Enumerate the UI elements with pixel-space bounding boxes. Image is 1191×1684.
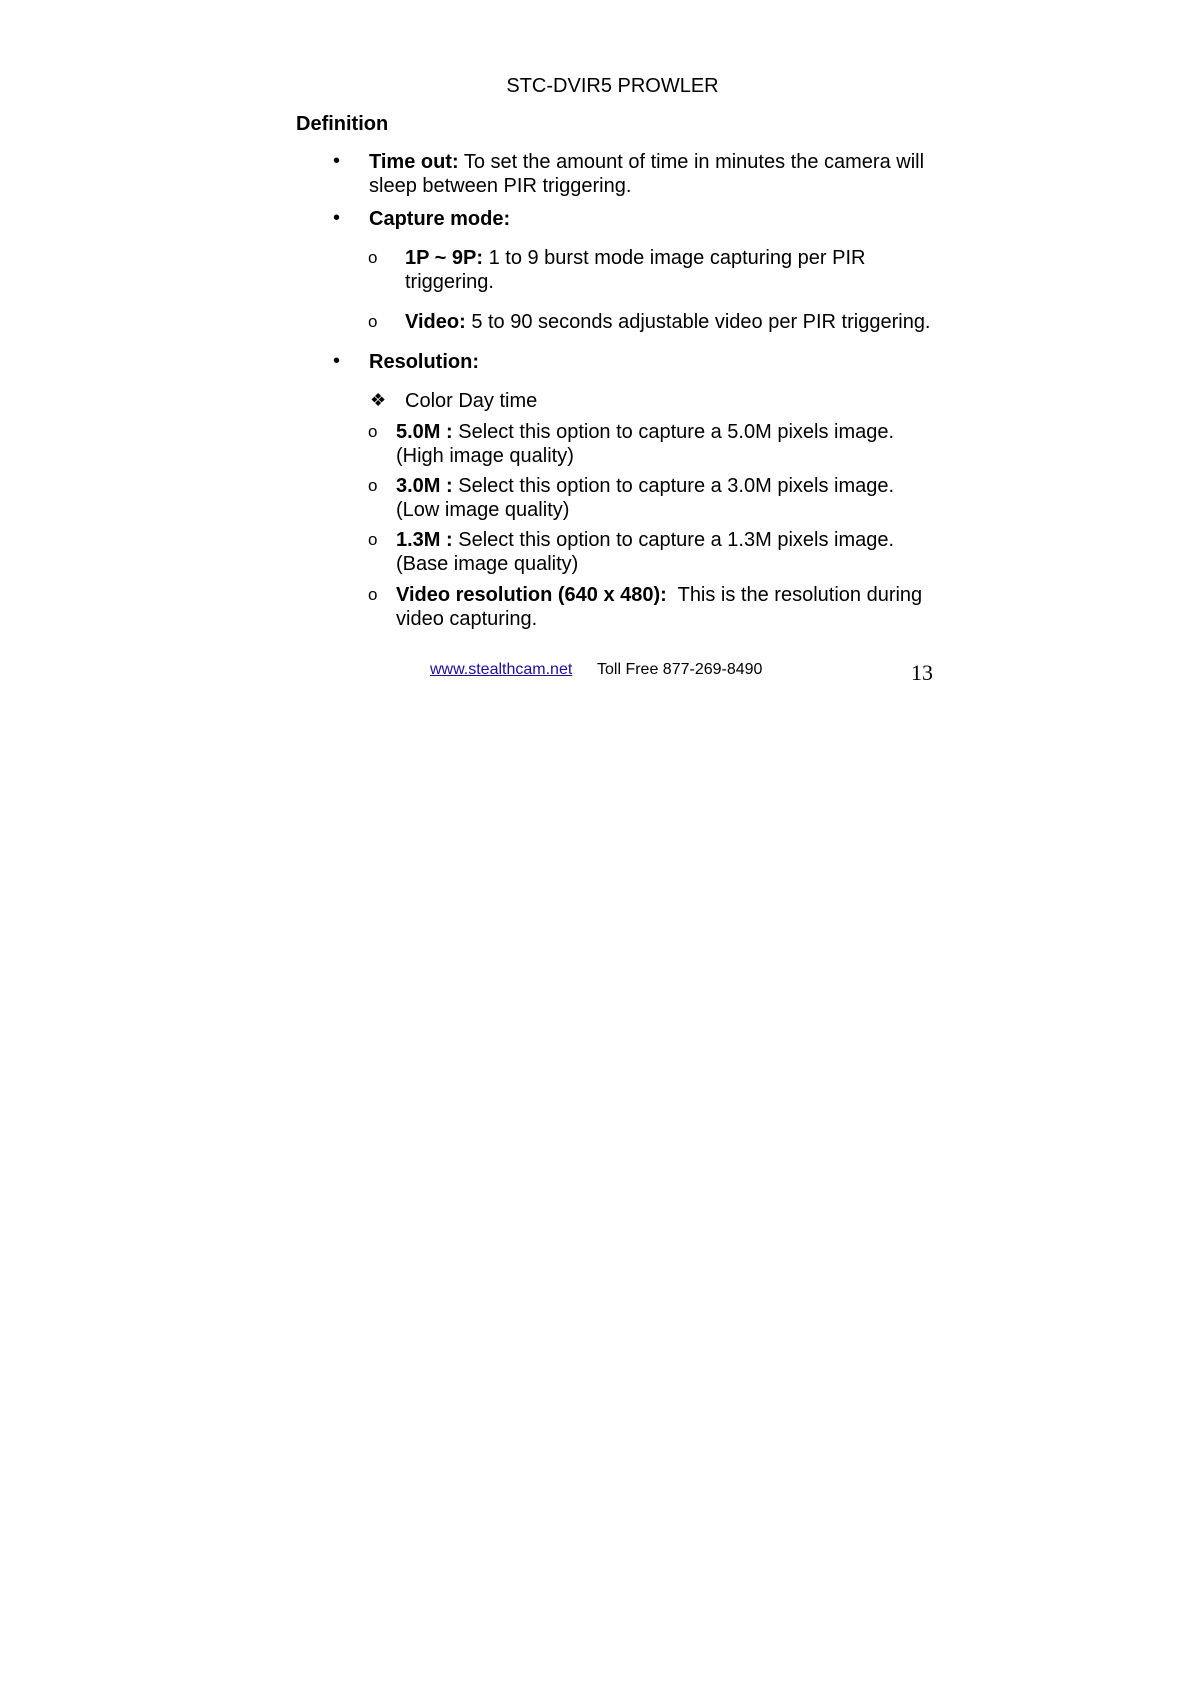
option-text-line1: Select this option to capture a 5.0M pixels image. bbox=[452, 421, 895, 443]
timeout-item bbox=[369, 150, 924, 198]
circle-marker: o bbox=[368, 530, 378, 549]
resolution-label: Resolution: bbox=[369, 351, 479, 373]
timeout-label: Time out: bbox=[369, 151, 459, 173]
bullet-marker: • bbox=[333, 350, 341, 372]
option-label: 5.0M : bbox=[396, 421, 453, 443]
option-text-line2: (High image quality) bbox=[396, 445, 574, 467]
resolution-option-video bbox=[396, 583, 922, 631]
option-text-line2: video capturing. bbox=[396, 608, 538, 630]
circle-marker: o bbox=[368, 585, 378, 604]
resolution-option-1-3m bbox=[396, 528, 894, 576]
burst-text-line1: 1 to 9 burst mode image capturing per PIR bbox=[483, 247, 866, 269]
option-text-line2: (Low image quality) bbox=[396, 499, 570, 521]
timeout-text-line2: sleep between PIR triggering. bbox=[369, 175, 632, 197]
option-text-line2: (Base image quality) bbox=[396, 553, 579, 575]
page-number: 13 bbox=[911, 660, 933, 685]
resolution-item bbox=[369, 350, 479, 374]
resolution-option-5m bbox=[396, 420, 894, 468]
page-header: STC-DVIR5 PROWLER bbox=[506, 75, 719, 97]
option-label: 1.3M : bbox=[396, 529, 453, 551]
burst-text-line2: triggering. bbox=[405, 271, 494, 293]
video-label: Video: bbox=[405, 311, 466, 333]
capture-mode-label: Capture mode: bbox=[369, 208, 511, 230]
bullet-marker: • bbox=[333, 150, 341, 172]
section-title: Definition bbox=[296, 113, 389, 135]
color-day-time: Color Day time bbox=[405, 390, 538, 412]
option-label: 3.0M : bbox=[396, 475, 453, 497]
bullet-marker: • bbox=[333, 207, 341, 229]
timeout-text-line1: To set the amount of time in minutes the camera will bbox=[458, 151, 925, 173]
video-item bbox=[405, 310, 931, 334]
circle-marker: o bbox=[368, 312, 378, 331]
option-text-line1: Select this option to capture a 3.0M pixels image. bbox=[452, 475, 895, 497]
option-text-line1: Select this option to capture a 1.3M pixels image. bbox=[452, 529, 895, 551]
circle-marker: o bbox=[368, 248, 378, 267]
toll-free-phone: Toll Free 877-269-8490 bbox=[597, 661, 763, 678]
website-link[interactable]: www.stealthcam.net bbox=[430, 661, 573, 678]
resolution-option-3m bbox=[396, 474, 894, 522]
circle-marker: o bbox=[368, 476, 378, 495]
burst-label: 1P ~ 9P: bbox=[405, 247, 484, 269]
video-text-line1: 5 to 90 seconds adjustable video per PIR triggering. bbox=[465, 311, 931, 333]
diamond-marker: ❖ bbox=[370, 390, 387, 410]
option-label: Video resolution (640 x 480): bbox=[396, 584, 667, 606]
capture-mode-item bbox=[369, 207, 510, 231]
burst-item bbox=[405, 246, 865, 294]
option-text-line1: This is the resolution during bbox=[666, 584, 923, 606]
circle-marker: o bbox=[368, 422, 378, 441]
